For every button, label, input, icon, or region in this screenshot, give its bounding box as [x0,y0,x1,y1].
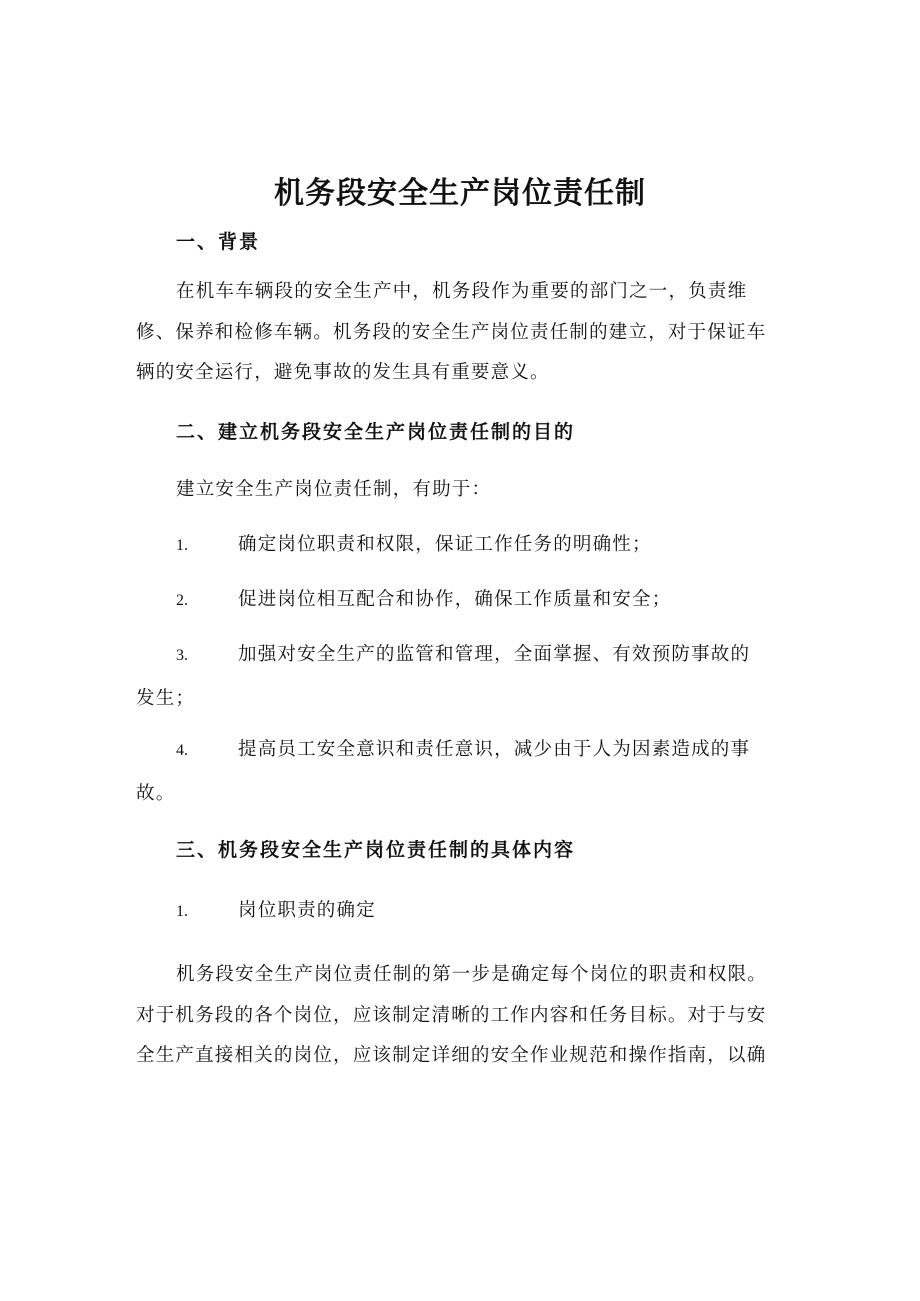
section-heading-content: 三、机务段安全生产岗位责任制的具体内容 [176,839,576,861]
section-heading-background: 一、背景 [176,231,261,253]
list-item-text: 促进岗位相互配合和协作，确保工作质量和安全； [238,589,672,610]
document-title: 机务段安全生产岗位责任制 [274,176,646,211]
list-item [136,889,756,933]
list-item-text: 确定岗位职责和权限，保证工作任务的明确性； [238,534,652,555]
list-item-number: 1. [176,903,188,920]
list-item [136,578,756,622]
list-item-number: 2. [176,592,188,609]
list-item-text: 岗位职责的确定 [238,900,376,921]
list-item-text: 提高员工安全意识和责任意识，减少由于人为因素造成的事故。 [136,739,751,804]
list-item-number: 4. [176,742,188,759]
list-item [136,633,756,720]
section-heading-purpose: 二、建立机务段安全生产岗位责任制的目的 [176,421,576,443]
list-item-number: 1. [176,537,188,554]
section-paragraph-content: 机务段安全生产岗位责任制的第一步是确定每个岗位的职责和权限。对于机务段的各个岗位，应该制定清晰的工作内容和任务目标。对于与安全生产直接相关的岗位，应该制定详细的安全作业规范和操作指南，以确 [136,964,768,1066]
section-intro-purpose: 建立安全生产岗位责任制，有助于： [176,479,492,500]
section-paragraph-background: 在机车车辆段的安全生产中，机务段作为重要的部门之一，负责维修、保养和检修车辆。机务段的安全生产岗位责任制的建立，对于保证车辆的安全运行，避免事故的发生具有重要意义。 [136,281,767,383]
list-item-number: 3. [176,647,188,664]
list-item-text: 加强对安全生产的监管和管理，全面掌握、有效预防事故的发生； [136,644,751,709]
list-item [136,523,756,567]
list-item [136,728,756,815]
